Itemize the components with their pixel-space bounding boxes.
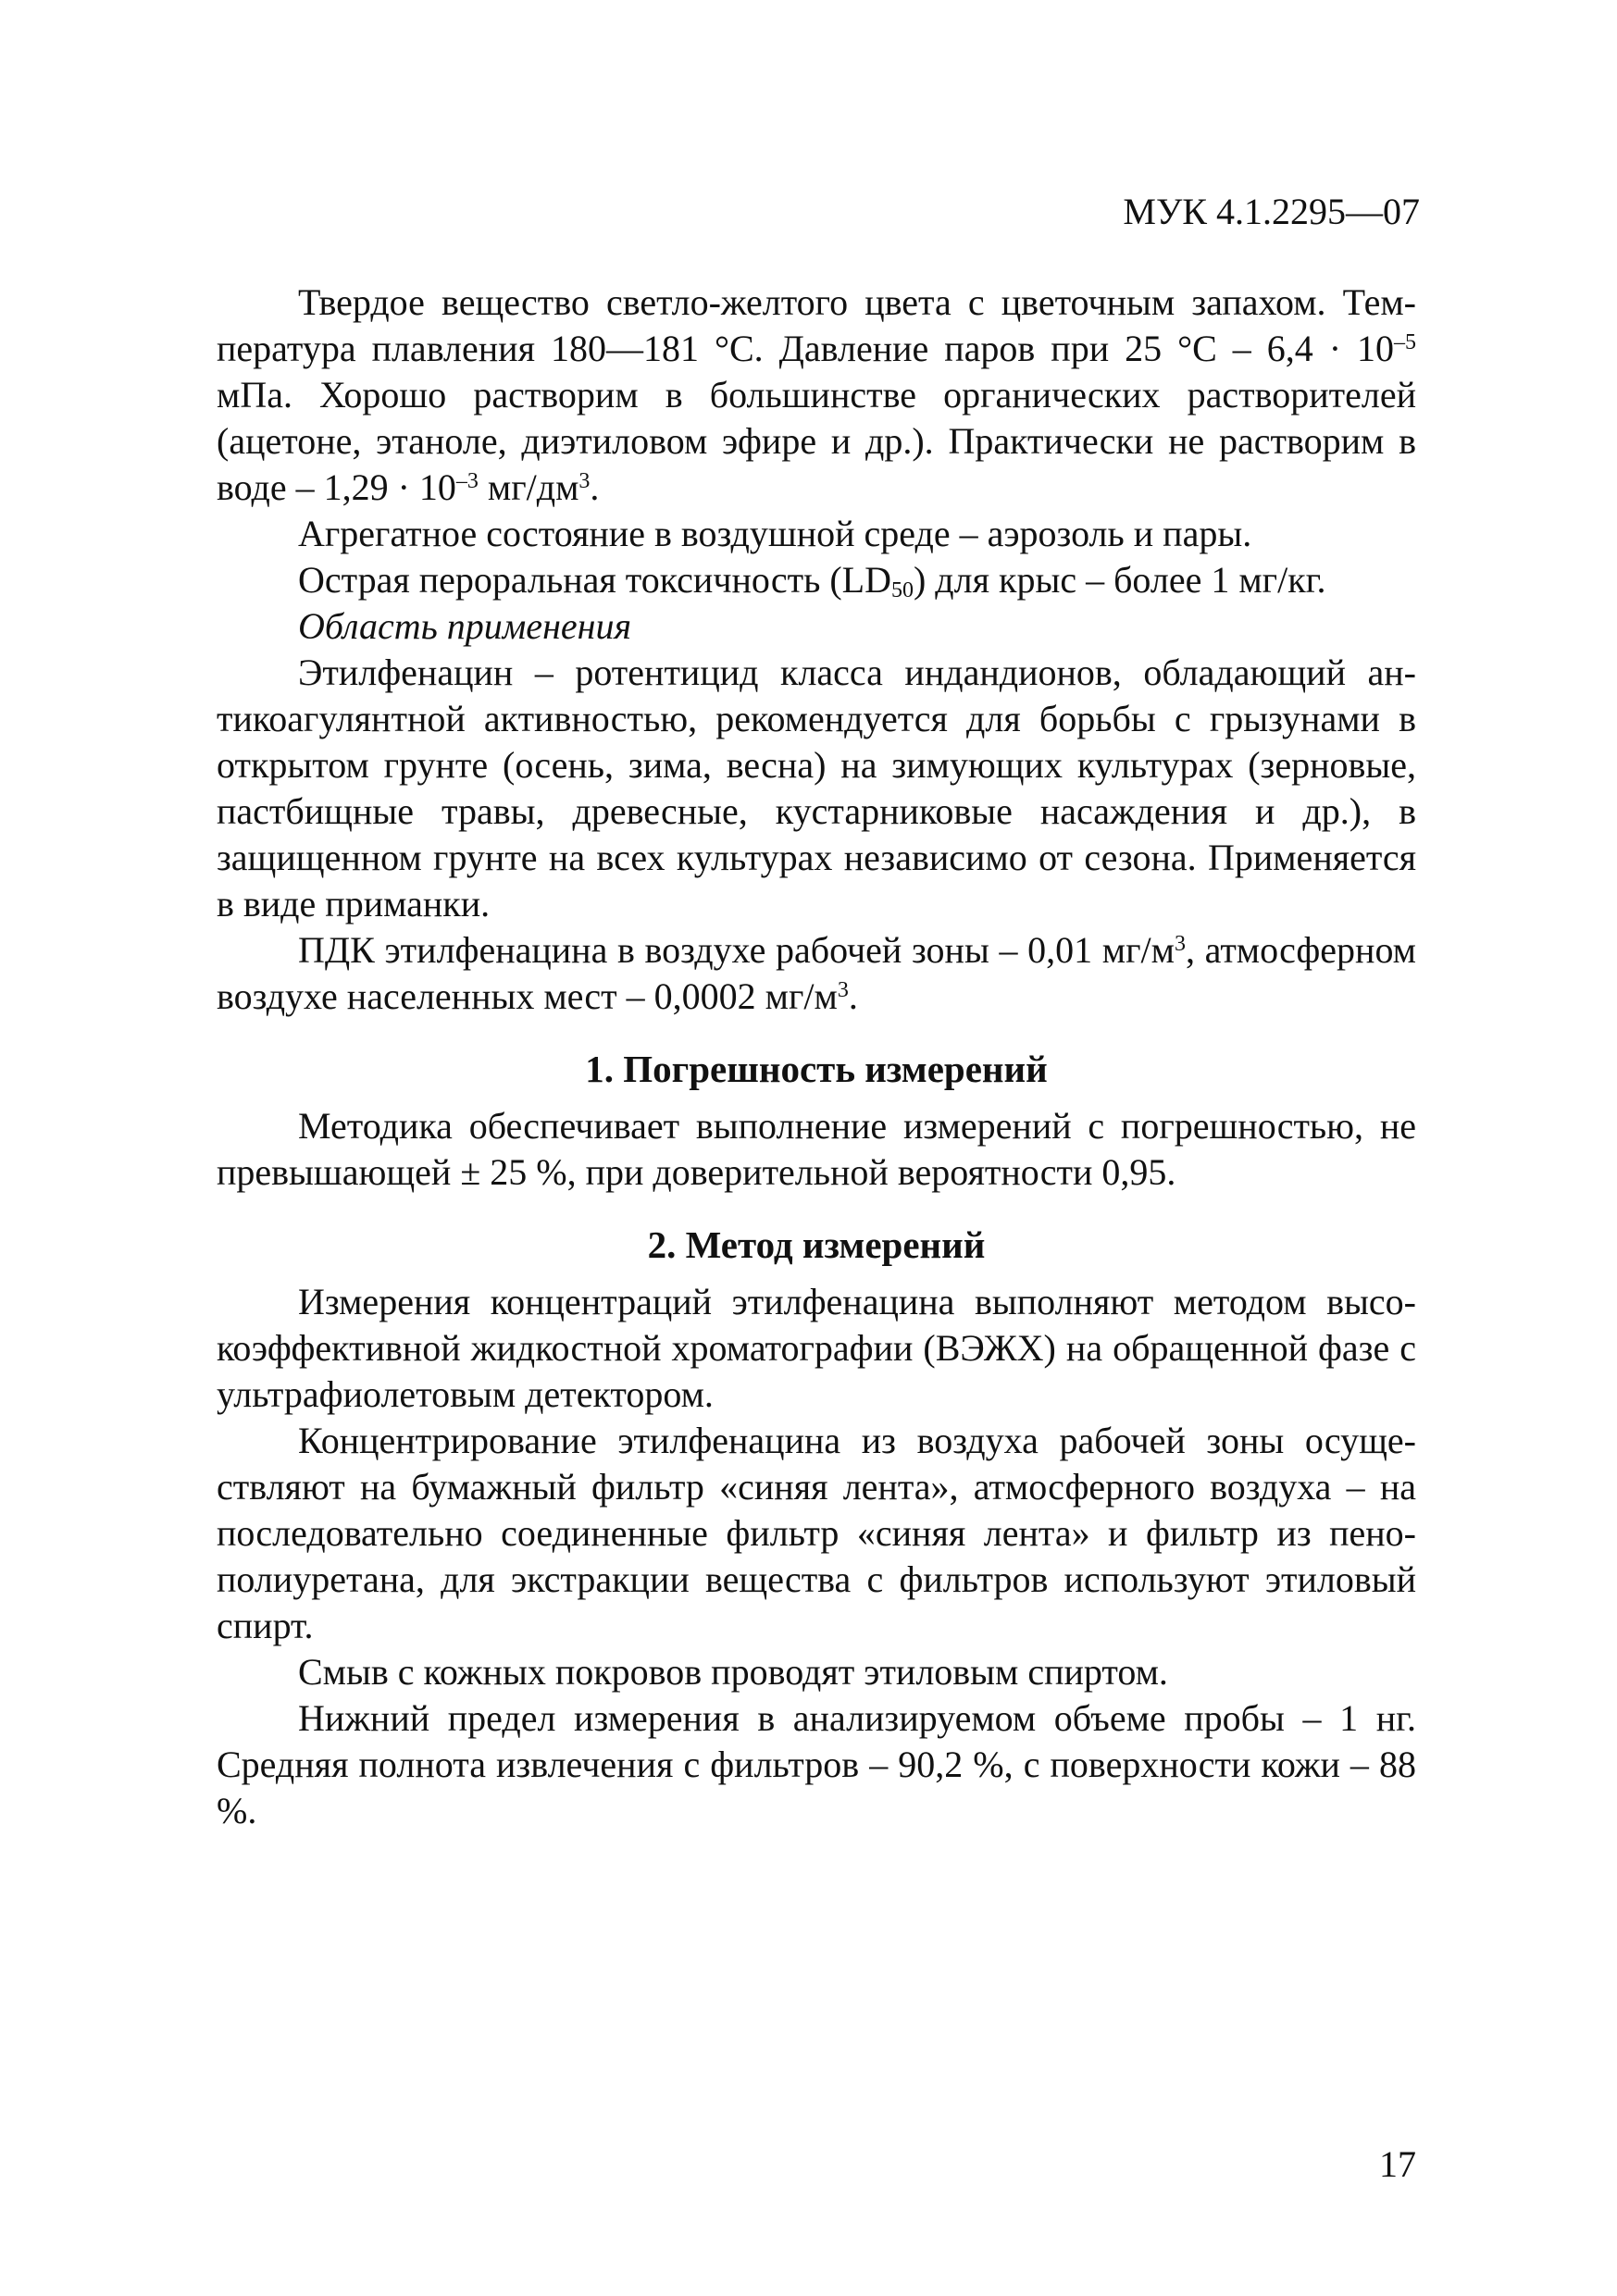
document-code: МУК 4.1.2295—07 bbox=[1123, 191, 1420, 232]
section-1-title: 1. Погрешность измерений bbox=[585, 1048, 1048, 1090]
pdk-paragraph: ПДК этилфенацина в воздухе рабочей зоны – 0,01 $мг/м^3$, атмосферном воздухе населенных мест – 0,0002 $мг/м^3$. bbox=[217, 929, 1416, 1017]
detection-limit-paragraph: Нижний предел измерения в анализируемом объеме пробы – 1 нг. Средняя полнота извлечения с фильтров – 90,2 %, с поверхности кожи – 88 %. bbox=[217, 1697, 1416, 1831]
page-content bbox=[217, 279, 1416, 1834]
page-number: 17 bbox=[1379, 2143, 1416, 2185]
toxicity-paragraph: Острая пероральная токсичность $(LD_{50})$ для крыс – более 1 мг/кг. bbox=[298, 559, 1326, 602]
concentration-paragraph: Концентрирование этилфенацина из воздуха рабочей зоны осуществляют на бумажный фильтр «синяя лента», атмосферного воздуха – на последовательно соединенные фильтр «синяя лента» и фильтр из пенополиуретана, для экстракции вещества с фильтров используют этиловый спирт. bbox=[217, 1420, 1416, 1646]
properties-paragraph: Твердое вещество светло-желтого цвета с цветочным запахом. Температура плавления 180—181 °С. Давление паров при 25 $^\circ С - 6,4 \cdot 10^{-5}$ мПа. Хорошо растворим в большинстве органических растворителей (ацетоне, этаноле, диэтиловом эфире и др.). Практически не растворим в воде – $1,29 \cdot 10^{-3}$ $мг/дм^3$. bbox=[217, 281, 1416, 508]
section-1-paragraph: Методика обеспечивает выполнение измерений с погрешностью, не превышающей ± 25 %, при доверительной вероятности 0,95. bbox=[217, 1105, 1416, 1193]
method-paragraph: Измерения концентраций этилфенацина выполняют методом высокоэффективной жидкостной хроматографии (ВЭЖХ) на обращенной фазе с ультрафиолетовым детектором. bbox=[217, 1281, 1416, 1415]
skin-wash-paragraph: Смыв с кожных покровов проводят этиловым спиртом. bbox=[298, 1651, 1168, 1693]
aggregate-state-paragraph: Агрегатное состояние в воздушной среде – аэрозоль и пары. bbox=[298, 513, 1252, 554]
application-paragraph: Этилфенацин – ротентицид класса индандионов, обладающий антикоагулянтной активностью, рекомендуется для борьбы с грызунами в открытом грунте (осень, зима, весна) на зимующих культурах (зерновые, пастбищные травы, древесные, кустарниковые насаждения и др.), в защищенном грунте на всех культурах независимо от сезона. Применяется в виде приманки. bbox=[217, 652, 1416, 925]
section-2-title: 2. Метод измерений bbox=[647, 1223, 986, 1266]
application-subheading: Область применения bbox=[298, 605, 632, 647]
